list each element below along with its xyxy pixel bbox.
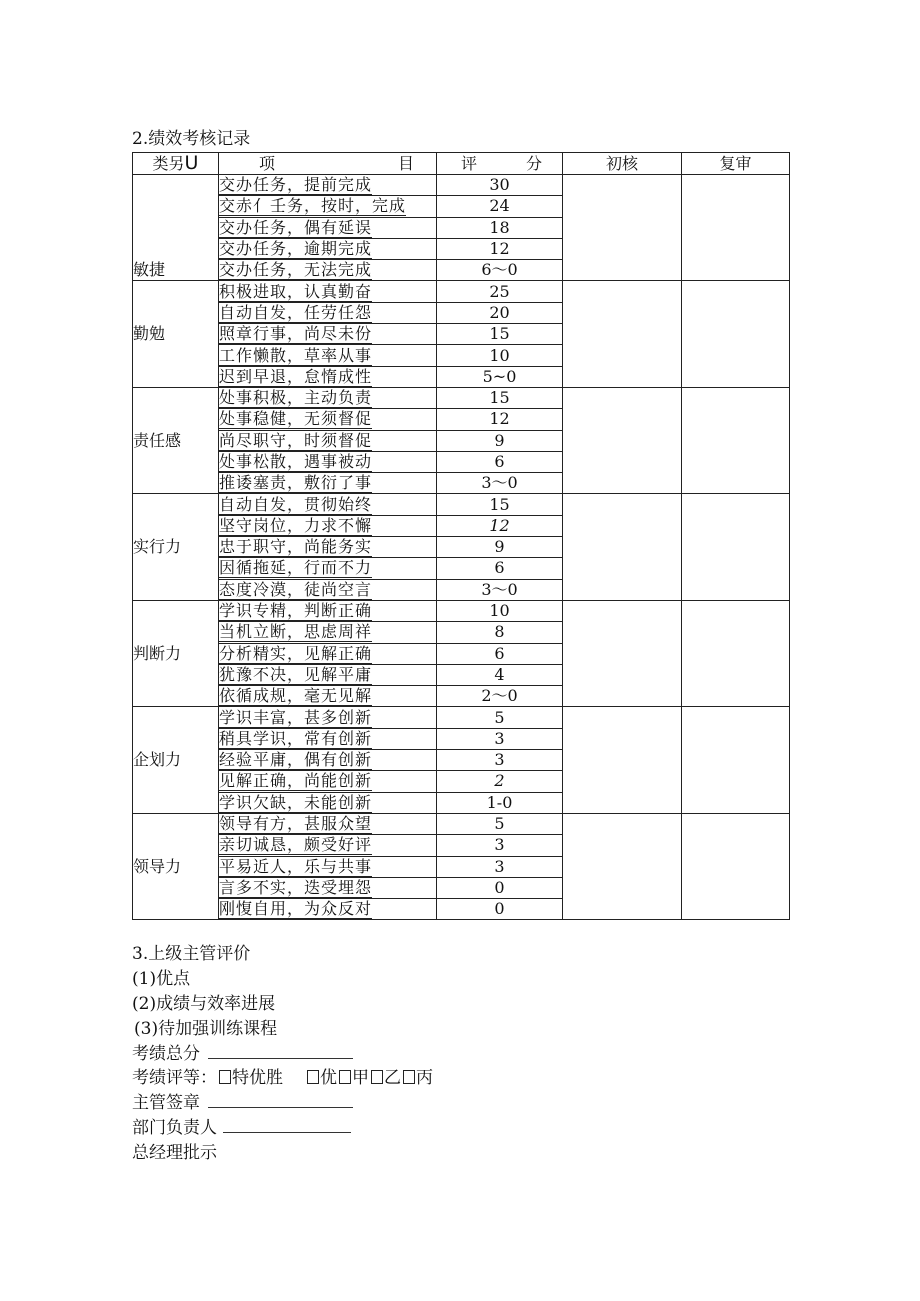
- item-text: 处事稳健，无须督促: [219, 409, 373, 429]
- item-cell: [219, 856, 437, 877]
- item-cell: [219, 771, 437, 792]
- item-text: 交办任务，无法完成: [219, 260, 373, 280]
- second-review-cell[interactable]: [682, 813, 790, 919]
- item-text: 见解正确，尚能创新: [219, 771, 373, 791]
- score-cell: 8: [437, 622, 563, 643]
- item-text: 依循成规，毫无见解: [219, 686, 373, 706]
- table-row: [133, 600, 790, 621]
- item-cell: [219, 302, 437, 323]
- grade-option-3: 乙: [384, 1068, 401, 1089]
- first-review-cell[interactable]: [563, 813, 682, 919]
- first-review-cell[interactable]: [563, 387, 682, 493]
- score-cell: 5: [437, 707, 563, 728]
- performance-table: [132, 152, 790, 920]
- item-text: 自动自发，任劳任怨: [219, 302, 373, 322]
- item-text: 学识丰富，甚多创新: [219, 707, 373, 727]
- dept-head-field[interactable]: [223, 1118, 351, 1133]
- item-cell: [219, 196, 437, 217]
- score-cell: 24: [437, 196, 563, 217]
- supervisor-sign-line: [132, 1091, 792, 1116]
- item-cell: [219, 579, 437, 600]
- score-cell: 12: [437, 409, 563, 430]
- category-cell: 责任感: [133, 387, 219, 493]
- score-cell: 30: [437, 175, 563, 196]
- category-cell: 判断力: [133, 600, 219, 706]
- header-item: 项 目: [219, 153, 437, 175]
- item-text: 当机立断，思虑周祥: [219, 622, 373, 642]
- item-text: 犹豫不决，见解平庸: [219, 664, 373, 684]
- second-review-cell[interactable]: [682, 281, 790, 387]
- category-cell: 企划力: [133, 707, 219, 813]
- grade-checkbox-1[interactable]: [307, 1070, 319, 1084]
- item-text: 处事积极，主动负责: [219, 388, 373, 408]
- item-text: 领导有方，甚服众望: [219, 814, 373, 834]
- second-review-cell[interactable]: [682, 494, 790, 600]
- table-row: [133, 707, 790, 728]
- table-row: [133, 175, 790, 196]
- score-cell: 9: [437, 537, 563, 558]
- table-row: [133, 387, 790, 408]
- score-cell: 3～0: [437, 473, 563, 494]
- item-cell: [219, 750, 437, 771]
- item-text: 交办任务，偶有延误: [219, 217, 373, 237]
- item-cell: [219, 409, 437, 430]
- total-score-field[interactable]: [208, 1044, 353, 1059]
- score-cell: 15: [437, 494, 563, 515]
- first-review-cell[interactable]: [563, 494, 682, 600]
- score-cell: 0: [437, 877, 563, 898]
- table-header-row: [133, 153, 790, 175]
- item-text: 积极进取，认真勤奋: [219, 281, 373, 301]
- score-cell: 3: [437, 728, 563, 749]
- supervisor-sign-field[interactable]: [208, 1093, 353, 1108]
- item-cell: [219, 217, 437, 238]
- item-text: 因循拖延，行而不力: [219, 558, 373, 578]
- item-cell: [219, 451, 437, 472]
- header-score: 评 分: [437, 153, 563, 175]
- item-text: 交办任务，逾期完成: [219, 239, 373, 259]
- item-cell: [219, 813, 437, 834]
- item-cell: [219, 686, 437, 707]
- score-cell: 2～0: [437, 686, 563, 707]
- table-body: [133, 175, 790, 920]
- item-text: 亲切诚恳，颇受好评: [219, 835, 373, 855]
- first-review-cell[interactable]: [563, 600, 682, 706]
- item-cell: [219, 387, 437, 408]
- second-review-cell[interactable]: [682, 175, 790, 281]
- score-cell: 6～0: [437, 260, 563, 281]
- second-review-cell[interactable]: [682, 387, 790, 493]
- score-cell: 5: [437, 813, 563, 834]
- grade-line: [132, 1066, 792, 1091]
- grade-option-2: 甲: [352, 1068, 369, 1089]
- item-cell: [219, 260, 437, 281]
- score-cell: 2: [437, 771, 563, 792]
- item-text: 自动自发，贯彻始终: [219, 494, 373, 514]
- item-text: 稍具学识，常有创新: [219, 728, 373, 748]
- score-cell: 10: [437, 600, 563, 621]
- header-first-review: 初核: [563, 153, 682, 175]
- item-text: 交办任务，提前完成: [219, 175, 373, 195]
- item-cell: [219, 515, 437, 536]
- score-cell: 12: [437, 515, 563, 536]
- progress-label: (2)成绩与效率进展: [132, 993, 276, 1014]
- item-cell: [219, 899, 437, 920]
- table-row: [133, 281, 790, 302]
- item-text: 态度冷漠，徒尚空言: [219, 579, 373, 599]
- score-cell: 9: [437, 430, 563, 451]
- item-text: 分析精实，见解正确: [219, 643, 373, 663]
- item-text: 平易近人，乐与共事: [219, 856, 373, 876]
- grade-checkbox-0[interactable]: [219, 1070, 231, 1084]
- score-cell: 12: [437, 238, 563, 259]
- score-cell: 15: [437, 387, 563, 408]
- item-cell: [219, 728, 437, 749]
- item-text: 经验平庸，偶有创新: [219, 750, 373, 770]
- item-cell: [219, 430, 437, 451]
- score-cell: 3: [437, 835, 563, 856]
- grade-option-0: 特优胜: [232, 1068, 283, 1089]
- gm-line: [132, 1141, 792, 1166]
- dept-head-label: 部门负责人: [132, 1117, 217, 1138]
- score-cell: 6: [437, 643, 563, 664]
- item-cell: [219, 558, 437, 579]
- item-cell: [219, 238, 437, 259]
- header-second-review: 复审: [682, 153, 790, 175]
- first-review-cell[interactable]: [563, 281, 682, 387]
- training-label: (3)待加强训练课程: [134, 1018, 278, 1039]
- item-text: 忠于职守，尚能务实: [219, 537, 373, 557]
- item-cell: [219, 537, 437, 558]
- item-text: 处事松散，遇事被动: [219, 452, 373, 471]
- score-cell: 25: [437, 281, 563, 302]
- first-review-cell[interactable]: [563, 707, 682, 813]
- grade-option-1: 优: [320, 1068, 337, 1089]
- category-cell: 实行力: [133, 494, 219, 600]
- item-cell: [219, 664, 437, 685]
- score-cell: 3: [437, 750, 563, 771]
- item-cell: [219, 877, 437, 898]
- item-text: 刚愎自用，为众反对: [219, 899, 373, 919]
- category-cell: 勤勉: [133, 281, 219, 387]
- item-text: 坚守岗位，力求不懈: [219, 515, 373, 535]
- item-text: 学识专精，判断正确: [219, 601, 373, 621]
- score-cell: 5~0: [437, 366, 563, 387]
- grade-option-4: 丙: [416, 1068, 433, 1089]
- score-cell: 1-0: [437, 792, 563, 813]
- section-3: [132, 942, 792, 1165]
- score-cell: 3～0: [437, 579, 563, 600]
- item-cell: [219, 643, 437, 664]
- score-cell: 6: [437, 558, 563, 579]
- category-cell: 敏捷: [133, 175, 219, 281]
- table-row: [133, 494, 790, 515]
- table-row: [133, 813, 790, 834]
- item-text: 工作懒散，草率从事: [219, 345, 373, 365]
- header-category: 类另U: [133, 153, 219, 175]
- gm-label: 总经理批示: [132, 1142, 217, 1163]
- score-cell: 6: [437, 451, 563, 472]
- item-cell: [219, 345, 437, 366]
- grade-checkbox-3[interactable]: [371, 1070, 383, 1084]
- score-cell: 4: [437, 664, 563, 685]
- category-cell: 领导力: [133, 813, 219, 919]
- item-cell: [219, 494, 437, 515]
- item-cell: [219, 473, 437, 494]
- grade-checkbox-4[interactable]: [403, 1070, 415, 1084]
- item-text: 推诿塞责，敷衍了事: [219, 473, 373, 493]
- score-cell: 0: [437, 899, 563, 920]
- item-cell: [219, 622, 437, 643]
- item-cell: [219, 835, 437, 856]
- score-cell: 3: [437, 856, 563, 877]
- item-text: 尚尽职守，时须督促: [219, 430, 373, 450]
- item-cell: [219, 324, 437, 345]
- item-text: 言多不实，迭受埋怨: [219, 877, 373, 897]
- total-score-line: [132, 1042, 792, 1067]
- score-cell: 18: [437, 217, 563, 238]
- score-cell: 10: [437, 345, 563, 366]
- supervisor-sign-label: 主管签章: [132, 1093, 200, 1114]
- score-cell: 15: [437, 324, 563, 345]
- item-cell: [219, 707, 437, 728]
- item-cell: [219, 175, 437, 196]
- grade-checkbox-2[interactable]: [339, 1070, 351, 1084]
- document: [132, 128, 792, 1166]
- second-review-cell[interactable]: [682, 600, 790, 706]
- section-2-title: 2.绩效考核记录: [132, 129, 251, 149]
- grade-label: 考绩评等：: [132, 1068, 217, 1089]
- item-cell: [219, 600, 437, 621]
- item-cell: [219, 281, 437, 302]
- strengths-label: (1)优点: [132, 969, 191, 990]
- section-3-title: 3.上级主管评价: [132, 944, 251, 965]
- item-text: 交赤亻壬务，按时，完成: [219, 196, 407, 216]
- item-cell: [219, 792, 437, 813]
- dept-head-line: [132, 1116, 792, 1141]
- item-text: 迟到早退，怠惰成性: [219, 366, 373, 386]
- item-cell: [219, 366, 437, 387]
- score-cell: 20: [437, 302, 563, 323]
- item-text: 学识欠缺，未能创新: [219, 792, 373, 812]
- second-review-cell[interactable]: [682, 707, 790, 813]
- total-score-label: 考绩总分: [132, 1043, 200, 1064]
- item-text: 照章行事，尚尽未份: [219, 324, 373, 344]
- first-review-cell[interactable]: [563, 175, 682, 281]
